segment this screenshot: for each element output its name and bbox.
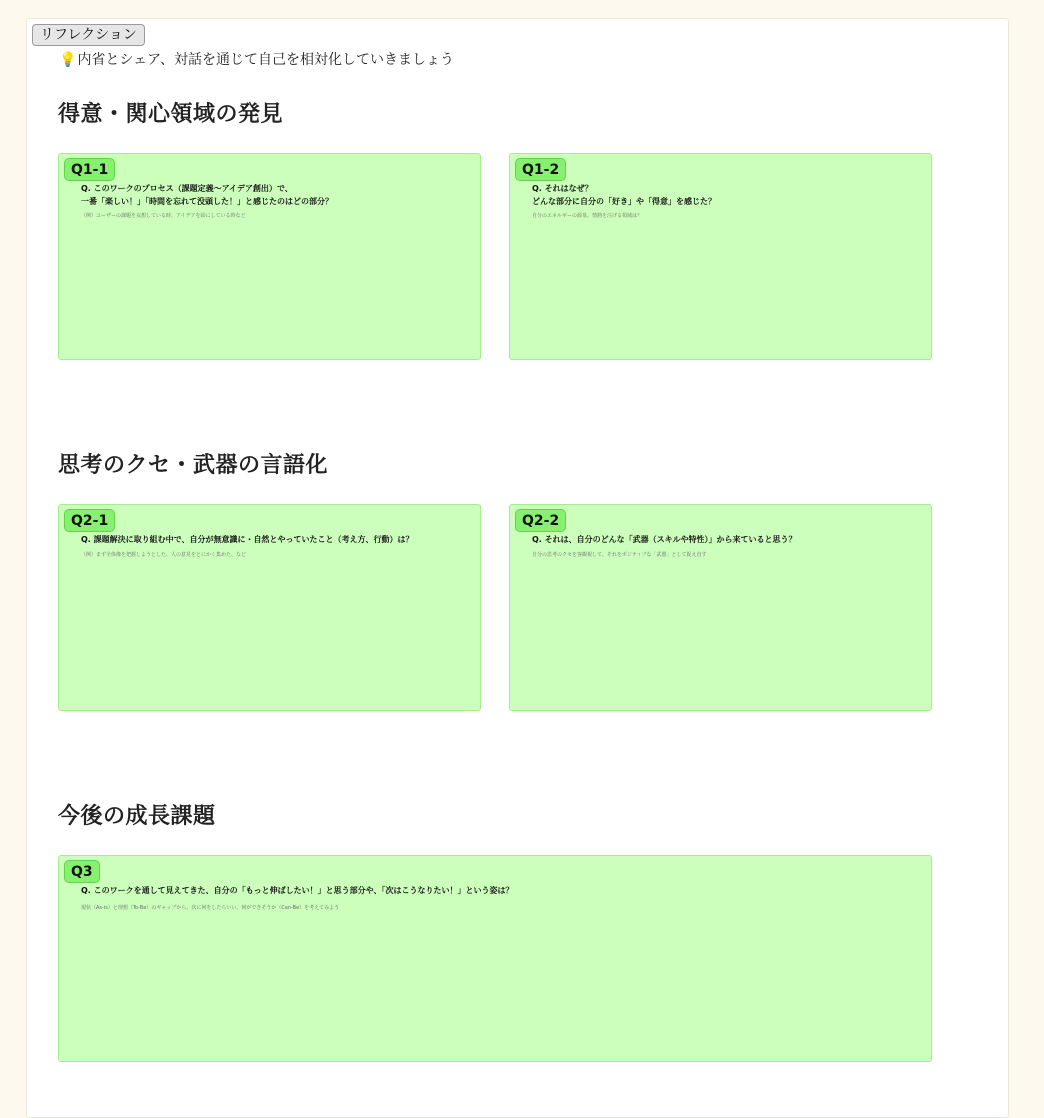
question-badge: Q1-1 [64, 158, 115, 181]
subtitle-text: 内省とシェア、対話を通じて自己を相対化していきましょう [77, 52, 455, 68]
question-text: Q. 課題解決に取り組む中で、自分が無意識に・自然とやっていたこと（考え方、行動）は？ [81, 535, 414, 544]
question-hint: （例）まず全体像を把握しようとした、人の意見をとにかく集めた、など [81, 552, 247, 558]
question-badge: Q3 [64, 860, 100, 883]
question-hint: 現状（As-is）と理想（To-Be）のギャップから、次に何をしたらいい、何ができそうか（Can-Be）を考えてみよう [81, 905, 340, 911]
section-title-strengths: 得意・関心領域の発見 [58, 102, 284, 127]
question-hint: 自分のエネルギーの源泉、情熱を注げる領域は？ [532, 213, 643, 219]
question-text: Q. それは、自分のどんな「武器（スキルや特性）」から来ていると思う？ [532, 535, 797, 544]
reflection-panel [26, 18, 1009, 1118]
question-badge: Q1-2 [515, 158, 566, 181]
question-hint: （例）ユーザーの課題を妄想している時、アイデアを絵にしている時など [81, 213, 246, 219]
page-subtitle [59, 49, 454, 69]
section-title-growth: 今後の成長課題 [58, 804, 216, 829]
question-card-q1-1[interactable] [58, 153, 481, 360]
question-card-q2-1[interactable] [58, 504, 481, 711]
question-text: Q. このワークを通して見えてきた、自分の「もっと伸ばしたい！」と思う部分や、「次はこうなりたい！」という姿は？ [81, 886, 514, 895]
question-badge: Q2-2 [515, 509, 566, 532]
question-card-q3[interactable] [58, 855, 932, 1062]
question-text: Q. このワークのプロセス（課題定義〜アイデア創出）で、 一番「楽しい！」「時間を忘れて没頭した！」と感じたのはどの部分？ [81, 184, 333, 206]
question-hint: 自分の思考のクセを客観視して、それをポジティブな「武器」として捉え直す [532, 552, 707, 558]
question-text: Q. それはなぜ？ どんな部分に自分の「好き」や「得意」を感じた？ [532, 184, 716, 206]
lightbulb-icon: 💡 [59, 52, 77, 68]
question-card-q1-2[interactable] [509, 153, 932, 360]
section-title-thinking-habits: 思考のクセ・武器の言語化 [58, 453, 329, 478]
question-badge: Q2-1 [64, 509, 115, 532]
reflection-tab-button[interactable]: リフレクション [32, 24, 145, 46]
question-card-q2-2[interactable] [509, 504, 932, 711]
